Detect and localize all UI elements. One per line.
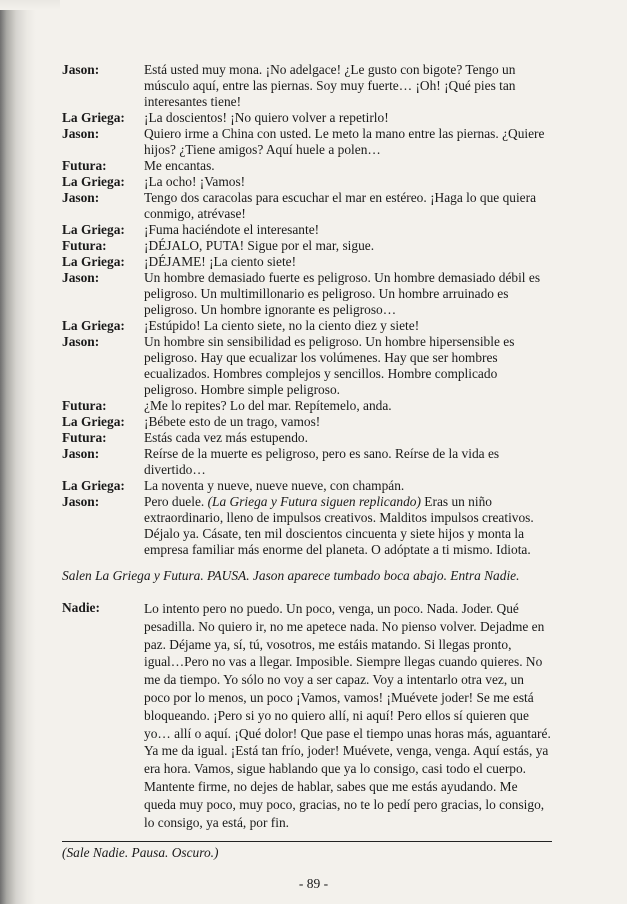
speaker-name: La Griega: [62, 110, 125, 125]
speaker-name: La Griega: [62, 222, 125, 237]
speaker-name: La Griega: [62, 318, 125, 333]
speaker-name: La Griega: [62, 414, 125, 429]
line-text: Un hombre demasiado fuerte es peligroso. Un hombre demasiado débil es peligroso. Un multimillonario es peligroso. Un hombre arruinado es peligroso. Un hombre ignorante es peligroso… [144, 270, 541, 317]
line-text: Tengo dos caracolas para escuchar el mar en estéreo. ¡Haga lo que quiera conmigo, atrévase! [144, 190, 537, 221]
line-text: Quiero irme a China con usted. Le meto la mano entre las piernas. ¿Quiere hijos? ¿Tiene amigos? Aquí huele a polen… [144, 126, 545, 157]
dialogue-line [62, 190, 552, 222]
line-stage-aside: (La Griega y Futura siguen replicando) [207, 494, 421, 509]
stage-direction-closing: (Sale Nadie. Pausa. Oscuro.) [62, 845, 219, 861]
line-text: La noventa y nueve, nueve nueve, con champán. [144, 478, 405, 493]
line-text: Lo intento pero no puedo. Un poco, venga, un poco. Nada. Joder. Qué pesadilla. No quiero ir, no me apetece nada. No pienso volver. Dejadme en paz. Déjame ya, sí, tú, vosotros, me estáis matando. Si llegas pronto, igual…Pero no vas a llegar. Imposible. Siempre llegas cuando quieres. No me da tiempo. Yo sólo no voy a ser capaz. Voy a intentarlo otra vez, un poco por lo menos, un poco ¡Vamos, vamos! ¡Muévete joder! Se me está bloqueando. ¡Pero si yo no quiero allí, ni aquí! Pero ellos sí quieren que yo… allí o aquí. ¡Qué dolor! Que pase el tiempo unas horas más, aguantaré. Ya me da igual. ¡Está tan frío, joder! Muévete, venga, venga. Aquí estás, ya era hora. Vamos, sigue hablando que ya lo consigo, casi todo el cuerpo. Mantente firme, no dejes de hablar, sabes que me estás ayudando. Me queda muy poco, muy poco, gracias, no te lo pedí pero gracias, lo consigo, lo consigo, ya está, por fin. [144, 601, 551, 830]
line-text [144, 494, 552, 558]
dialogue-line [62, 158, 552, 174]
dialogue-line [62, 430, 552, 446]
stage-direction: Salen La Griega y Futura. PAUSA. Jason aparece tumbado boca abajo. Entra Nadie. [62, 568, 520, 583]
dialogue-line [62, 446, 552, 478]
line-text: Está usted muy mona. ¡No adelgace! ¿Le gusto con bigote? Tengo un músculo aquí, entre las piernas. Soy muy fuerte… ¡Oh! ¡Qué pies tan interesantes tiene! [144, 62, 516, 109]
line-text-before: Pero duele. [144, 494, 208, 509]
line-text: ¡La ocho! ¡Vamos! [144, 174, 246, 189]
speaker-name: Futura: [62, 430, 107, 445]
speaker-name: Jason: [62, 270, 100, 285]
dialogue-block [62, 62, 552, 494]
page-number: - 89 - [298, 876, 329, 891]
speaker-name: La Griega: [62, 174, 125, 189]
speaker-name: La Griega: [62, 254, 125, 269]
line-text: Estás cada vez más estupendo. [144, 430, 308, 445]
dialogue-line [62, 414, 552, 430]
speaker-name: Nadie: [62, 600, 100, 615]
dialogue-line [62, 398, 552, 414]
line-text: ¡Estúpido! La ciento siete, no la ciento diez y siete! [144, 318, 420, 333]
line-text: Reírse de la muerte es peligroso, pero es sano. Reírse de la vida es divertido… [144, 446, 500, 477]
line-text: ¡Bébete esto de un trago, vamos! [144, 414, 321, 429]
speaker-name: Jason: [62, 62, 100, 77]
speaker-name: Jason: [62, 190, 100, 205]
footer-rule [62, 841, 552, 842]
book-spine-shadow [0, 0, 36, 904]
line-text: ¡DÉJALO, PUTA! Sigue por el mar, sigue. [144, 238, 375, 253]
dialogue-line [62, 110, 552, 126]
dialogue-line [62, 254, 552, 270]
speaker-name: Futura: [62, 398, 107, 413]
line-text: Me encantas. [144, 158, 215, 173]
line-text: Un hombre sin sensibilidad es peligroso. Un hombre hipersensible es peligroso. Hay que ecualizar los volúmenes. Hay que ser hombres ecualizados. Hombres complejos y sencillos. Hombre complicado peligroso. Hombre simple peligroso. [144, 334, 515, 397]
speaker-name: Jason: [62, 494, 100, 509]
dialogue-line [62, 478, 552, 494]
speaker-name: Jason: [62, 334, 100, 349]
speaker-name: Futura: [62, 238, 107, 253]
dialogue-line [62, 174, 552, 190]
dialogue-line [62, 238, 552, 254]
page-corner [0, 0, 60, 10]
speaker-name: Futura: [62, 158, 107, 173]
speaker-name: La Griega: [62, 478, 125, 493]
dialogue-line [62, 126, 552, 158]
line-text: ¡Fuma haciéndote el interesante! [144, 222, 320, 237]
speaker-name: Jason: [62, 446, 100, 461]
dialogue-line-nadie [62, 600, 552, 831]
line-text: ¿Me lo repites? Lo del mar. Repítemelo, anda. [144, 398, 392, 413]
line-text: ¡La doscientos! ¡No quiero volver a repetirlo! [144, 110, 389, 125]
line-text-after: Eras un niño extraordinario, lleno de impulsos creativos. Malditos impulsos creativos. Déjalo ya. Cásate, ten mil doscientos cincuenta y siete hijos y monta la empresa familiar más enorme del planeta. O adóptate a ti mismo. Idiota. [144, 494, 534, 557]
dialogue-line [62, 334, 552, 398]
speaker-name: Jason: [62, 126, 100, 141]
dialogue-line [62, 62, 552, 110]
line-text: ¡DÉJAME! ¡La ciento siete! [144, 254, 297, 269]
dialogue-line [62, 270, 552, 318]
dialogue-line-jason-final [62, 494, 552, 558]
dialogue-line [62, 222, 552, 238]
dialogue-line [62, 318, 552, 334]
page-body [62, 62, 552, 861]
